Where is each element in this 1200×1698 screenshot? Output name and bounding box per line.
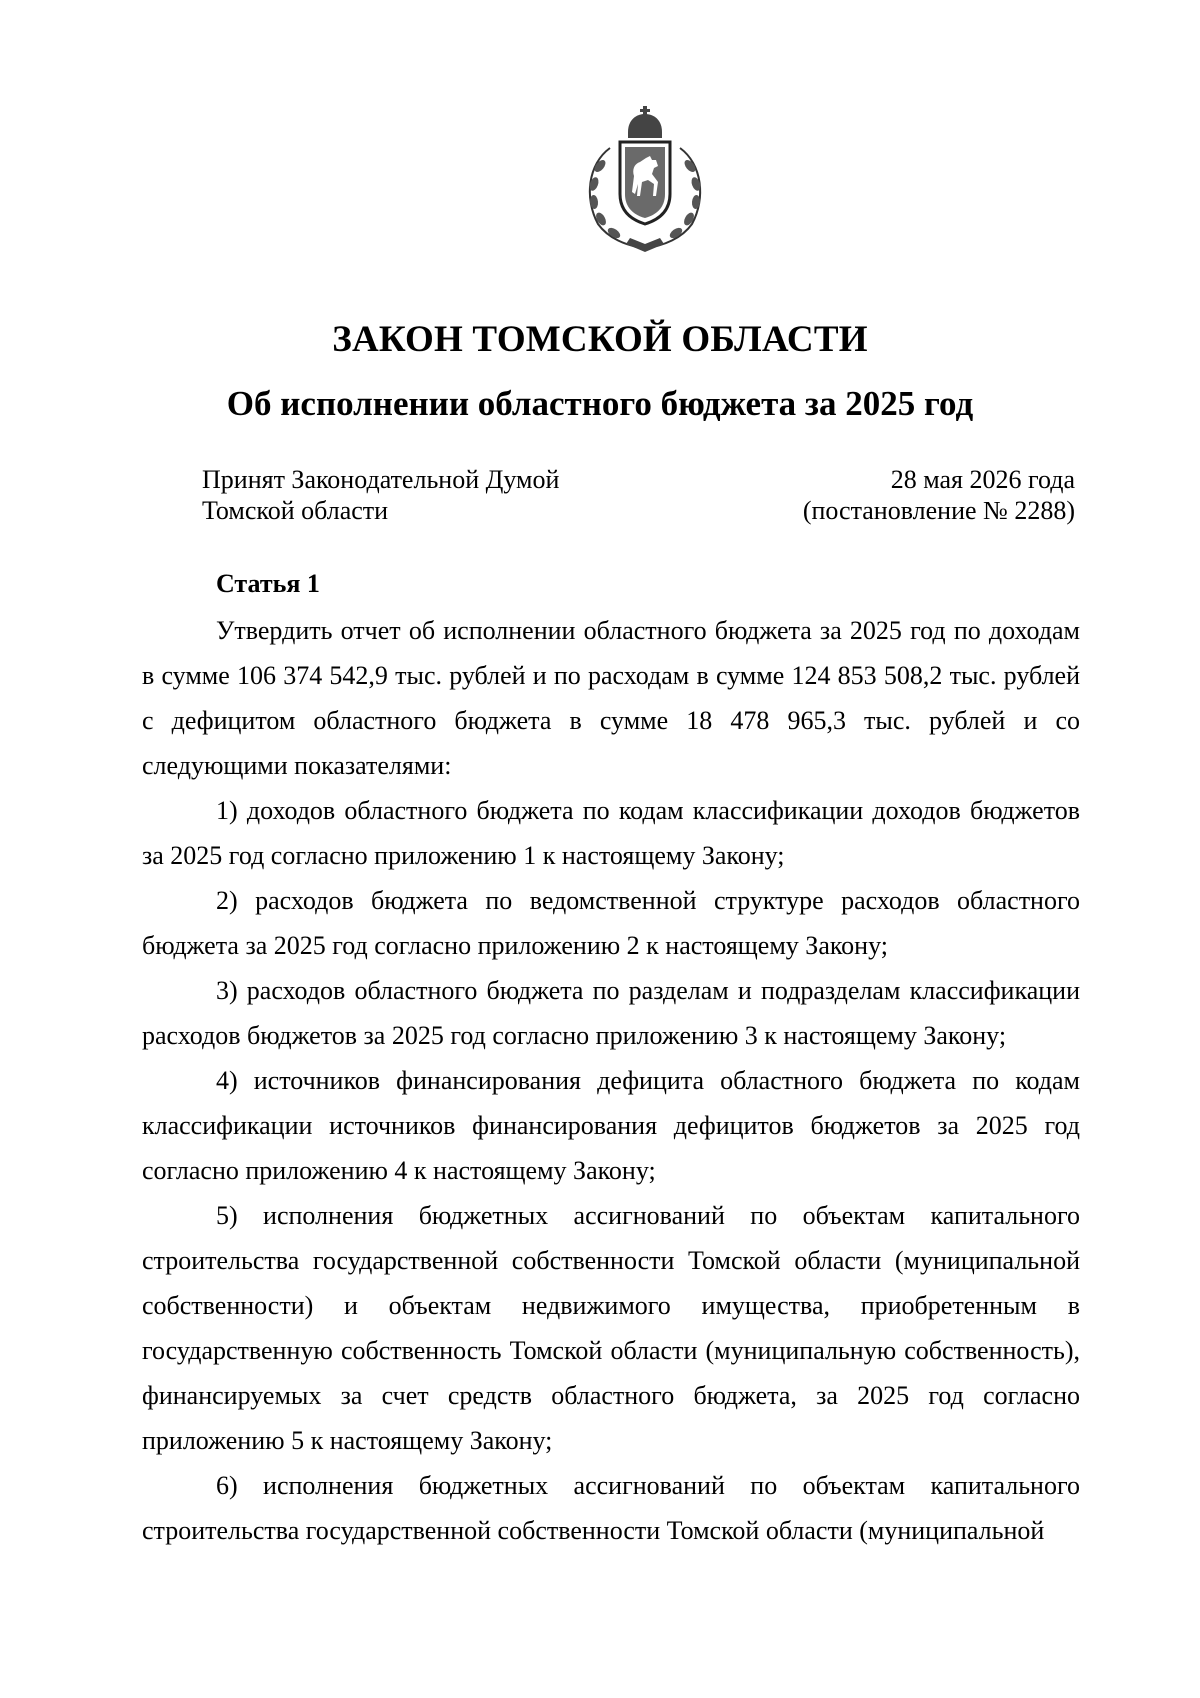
resolution-number: (постановление № 2288) — [802, 496, 1075, 525]
article-item-5: 5) исполнения бюджетных ассигнований по объектам капитального строительства государственной собственности Томской области (муниципальной собственности) и объектам недвижимого имущества, приобретенным в государственную собственность Томской области (муниципальную собственность), финансируемых за счет средств областного бюджета, за 2025 год согласно приложению 5 к настоящему Закону; — [142, 1201, 1080, 1455]
article-paragraph-intro: Утвердить отчет об исполнении областного бюджета за 2025 год по доходам в сумме 106 374 542,9 тыс. рублей и по расходам в сумме 124 853 508,2 тыс. рублей с дефицитом областного бюджета в сумме 18 478 965,3 тыс. рублей и со следующими показателями: — [142, 616, 1080, 780]
article-title: Статья 1 — [216, 569, 320, 598]
tomsk-oblast-coat-of-arms-icon — [570, 106, 720, 256]
adoption-body-line1: Принят Законодательной Думой — [202, 465, 560, 494]
article-body — [142, 608, 1080, 1553]
article-item-2: 2) расходов бюджета по ведомственной структуре расходов областного бюджета за 2025 год согласно приложению 2 к настоящему Закону; — [142, 886, 1080, 960]
adoption-body — [202, 464, 559, 526]
adoption-date-line: 28 мая 2026 года — [890, 465, 1075, 494]
article-item-6: 6) исполнения бюджетных ассигнований по объектам капитального строительства государственной собственности Томской области (муниципальной — [142, 1471, 1080, 1545]
adoption-body-line2: Томской области — [202, 496, 389, 525]
law-title: ЗАКОН ТОМСКОЙ ОБЛАСТИ — [332, 319, 868, 360]
adoption-date — [803, 464, 1075, 526]
article-item-3: 3) расходов областного бюджета по разделам и подразделам классификации расходов бюджетов за 2025 год согласно приложению 3 к настоящему Закону; — [142, 976, 1080, 1050]
article-item-4: 4) источников финансирования дефицита областного бюджета по кодам классификации источников финансирования дефицитов бюджетов за 2025 год согласно приложению 4 к настоящему Закону; — [142, 1066, 1080, 1185]
law-subtitle: Об исполнении областного бюджета за 2025 год — [226, 384, 974, 423]
article-item-1: 1) доходов областного бюджета по кодам классификации доходов бюджетов за 2025 год согласно приложению 1 к настоящему Закону; — [142, 796, 1080, 870]
